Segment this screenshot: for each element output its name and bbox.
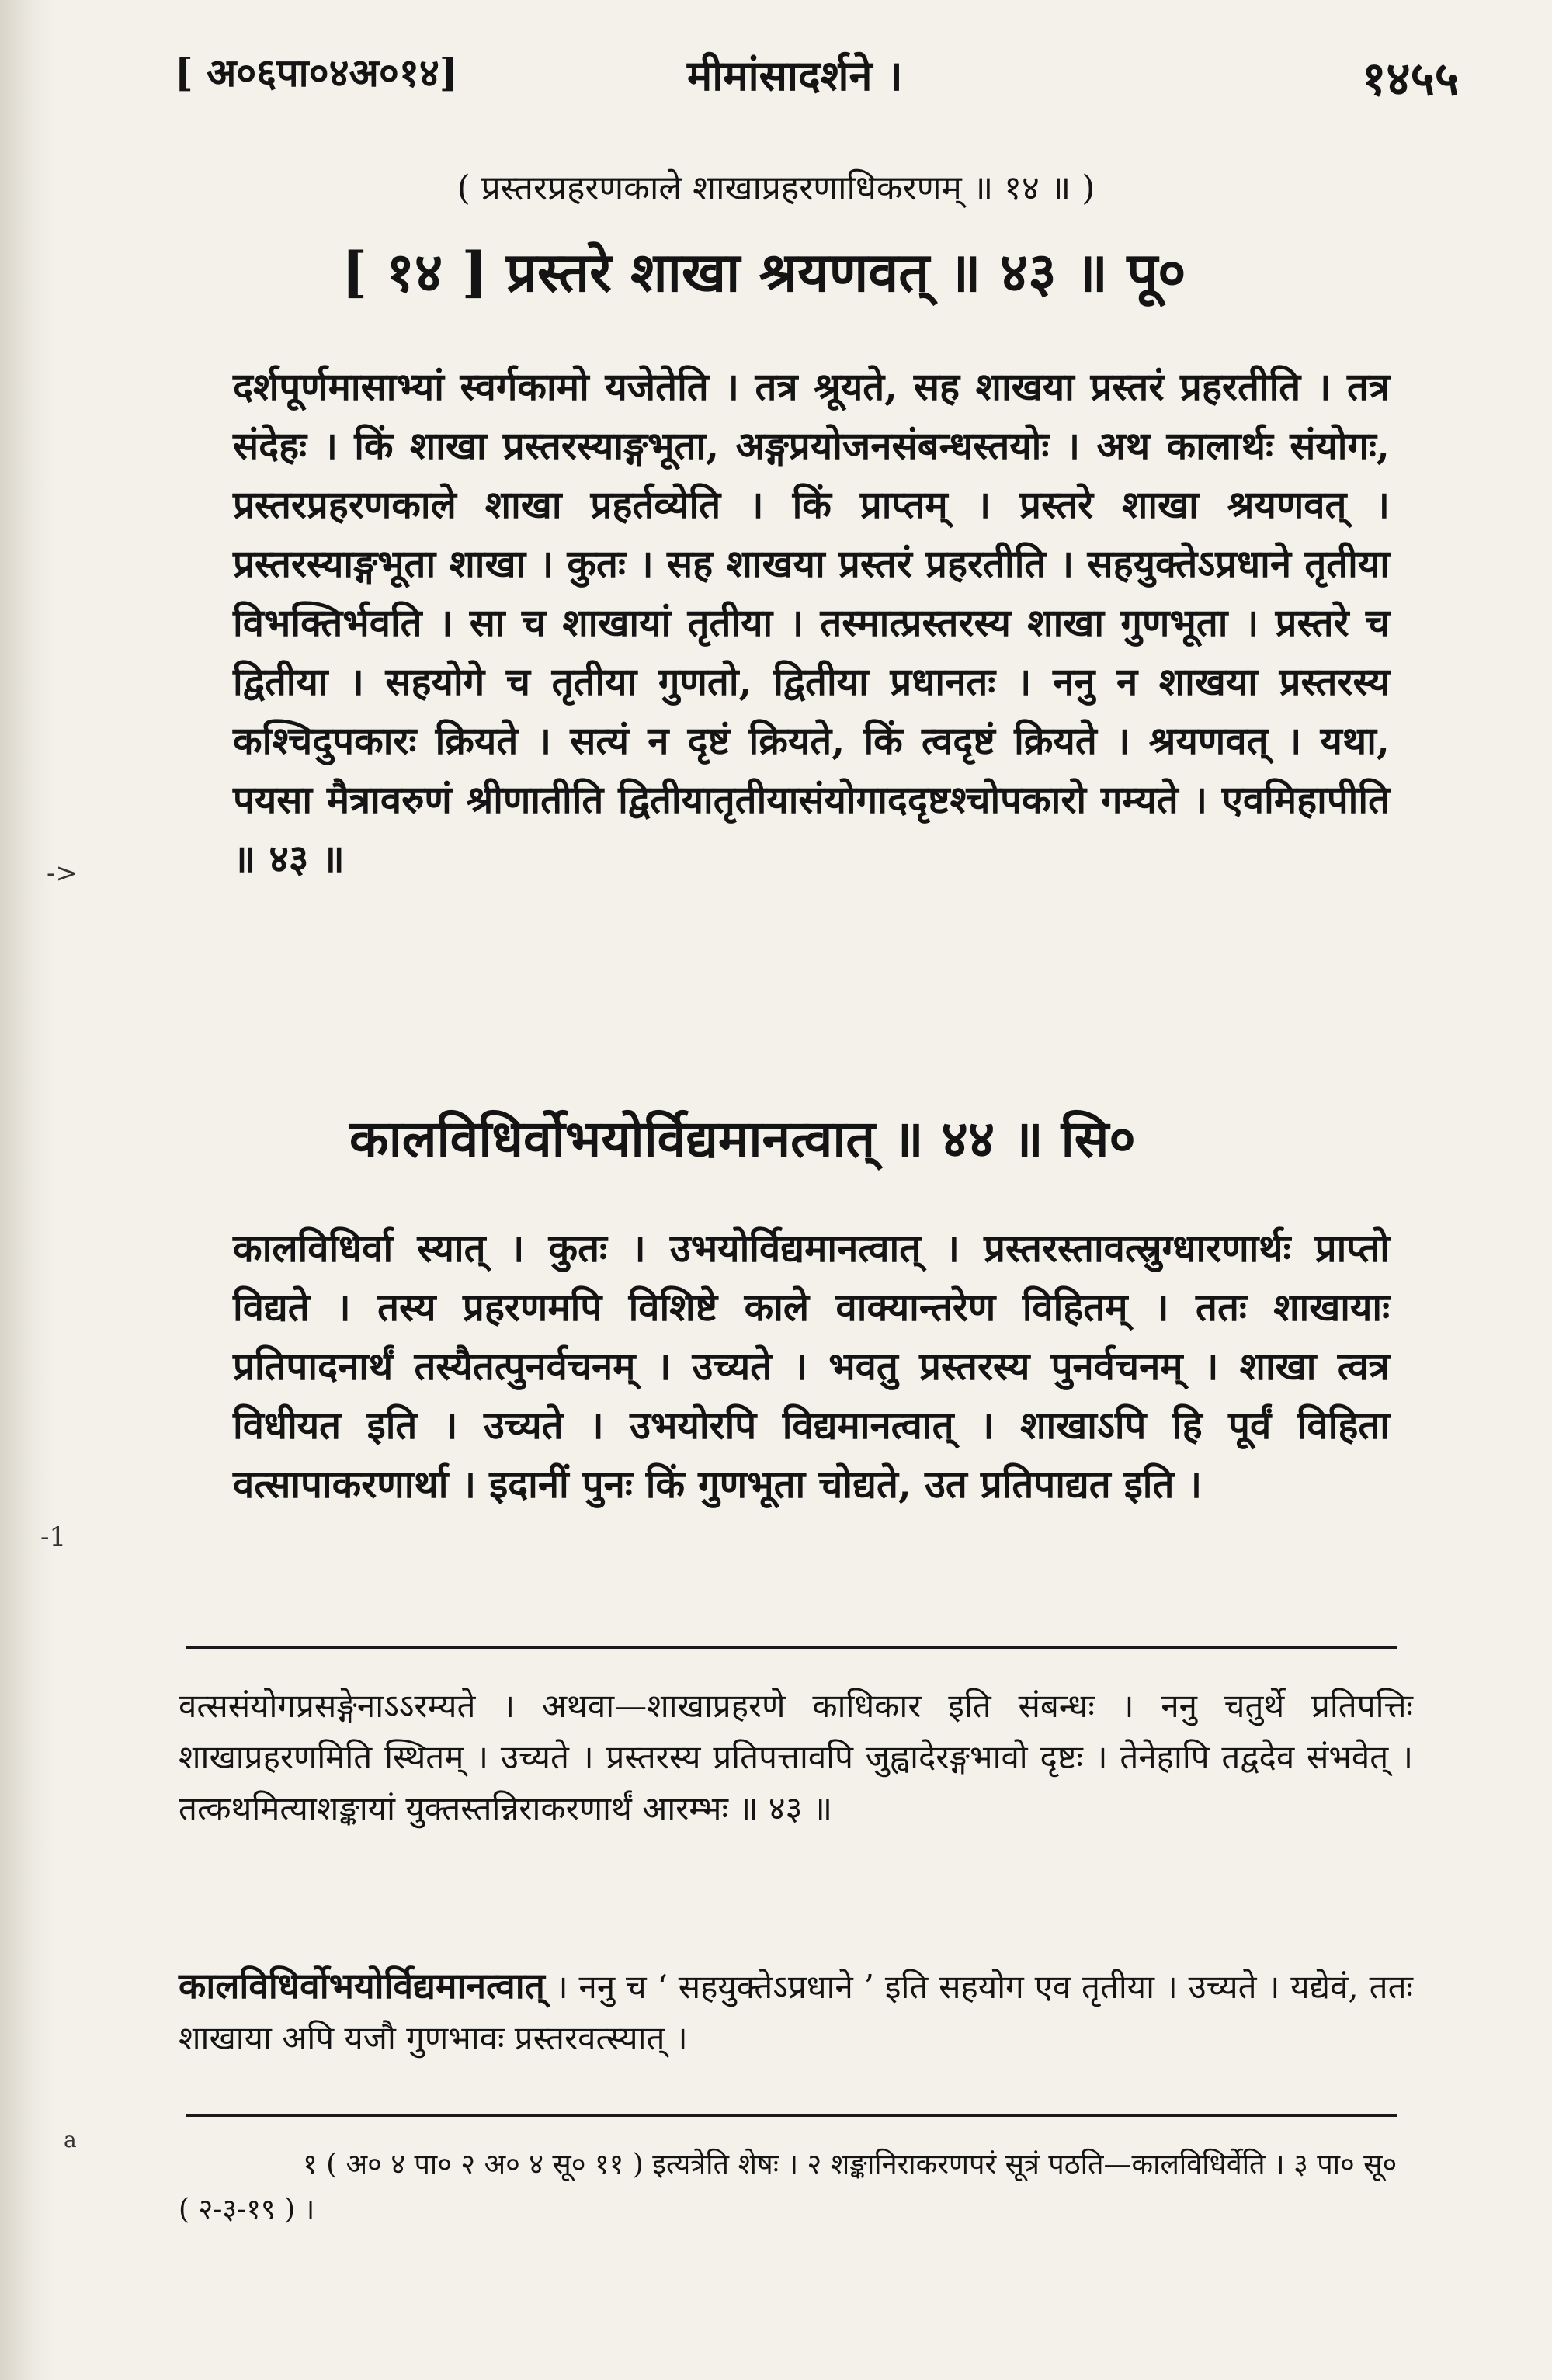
header-chapter-reference: [ अ०६पा०४अ०१४] [175, 50, 458, 95]
footnotes: १ ( अ० ४ पा० २ अ० ४ सू० ११ ) इत्यत्रेति शेषः । २ शङ्कानिराकरणपरं सूत्रं पठति—कालविधिर्वेति । ३ पा० सू० ( २-३-१९ ) । [179, 2149, 1397, 2226]
bhashya-paragraph-43: दर्शपूर्णमासाभ्यां स्वर्गकामो यजेतेति । तत्र श्रूयते, सह शाखया प्रस्तरं प्रहरतीति । तत्र संदेहः । किं शाखा प्रस्तरस्याङ्गभूता, अङ्गप्रयोजनसंबन्धस्तयोः । अथ कालार्थः संयोगः, प्रस्तरप्रहरणकाले शाखा प्रहर्तव्येति । किं प्राप्तम् । प्रस्तरे शाखा श्रयणवत् । प्रस्तरस्याङ्गभूता शाखा । कुतः । सह शाखया प्रस्तरं प्रहरतीति । सहयुक्तेऽप्रधाने तृतीया विभक्तिर्भवति । सा च शाखायां तृतीया । तस्मात्प्रस्तरस्य शाखा गुणभूता । प्रस्तरे च द्वितीया । सहयोगे च तृतीया गुणतो, द्वितीया प्रधानतः । ननु न शाखया प्रस्तरस्य कश्चिदुपकारः क्रियते । सत्यं न दृष्टं क्रियते, किं त्वदृष्टं क्रियते । श्रयणवत् । यथा, पयसा मैत्रावरुणं श्रीणातीति द्वितीयातृतीयासंयोगाददृष्टश्चोपकारो गम्यते । एवमिहापीति ॥ ४३ ॥ [233, 364, 1390, 881]
sutra-heading-43: [ १४ ] प्रस्तरे शाखा श्रयणवत् ॥ ४३ ॥ पू० [342, 240, 1186, 304]
sutra-heading-44: कालविधिर्वोभयोर्विद्यमानत्वात् ॥ ४४ ॥ सि० [349, 1108, 1136, 1169]
header-book-title: मीमांसादर्शने । [687, 50, 903, 100]
commentary-divider [186, 1646, 1397, 1649]
commentary-paragraph-44 [179, 1960, 1413, 2064]
margin-ink-mark: a [64, 2127, 77, 2153]
commentary-lemma: कालविधिर्वोभयोर्विद्यमानत्वात् [179, 1965, 545, 2007]
margin-tick-mark: -1 [40, 1521, 67, 1553]
page-binding-shadow [0, 0, 54, 2380]
bhashya-paragraph-44: कालविधिर्वा स्यात् । कुतः । उभयोर्विद्यमानत्वात् । प्रस्तरस्तावत्स्रुग्धारणार्थः प्राप्तो विद्यते । तस्य प्रहरणमपि विशिष्टे काले वाक्यान्तरेण विहितम् । ततः शाखायाः प्रतिपादनार्थं तस्यैतत्पुनर्वचनम् । उच्यते । भवतु प्रस्तरस्य पुनर्वचनम् । शाखा त्वत्र विधीयत इति । उच्यते । उभयोरपि विद्यमानत्वात् । शाखाऽपि हि पूर्वं विहिता वत्सापाकरणार्था । इदानीं पुनः किं गुणभूता चोद्यते, उत प्रतिपाद्यत इति । [233, 1226, 1390, 1507]
running-header [175, 45, 1459, 107]
commentary-paragraph-43: वत्ससंयोगप्रसङ्गेनाऽऽरम्यते । अथवा—शाखाप्रहरणे काधिकार इति संबन्धः । ननु चतुर्थे प्रतिपत्तिः शाखाप्रहरणमिति स्थितम् । उच्यते । प्रस्तरस्य प्रतिपत्तावपि जुह्वादेरङ्गभावो दृष्टः । तेनेहापि तद्वदेव संभवेत् । तत्कथमित्याशङ्कायां युक्तस्तन्निराकरणार्थं आरम्भः ॥ ४३ ॥ [179, 1687, 1413, 1827]
commentary-text: । ननु च ‘ सहयुक्तेऽप्रधाने ’ इति सहयोग एव तृतीया । उच्यते । यद्येवं, ततः शाखाया अपि यजौ गुणभावः प्रस्तरवत्स्यात् । [179, 1968, 1413, 2057]
adhikarana-title: ( प्रस्तरप्रहरणकाले शाखाप्रहरणाधिकरणम् ॥ १४ ॥ ) [457, 168, 1095, 208]
page-number: १४५५ [1362, 52, 1459, 106]
margin-arrow-mark: -> [47, 858, 78, 889]
footnote-divider [186, 2114, 1397, 2117]
